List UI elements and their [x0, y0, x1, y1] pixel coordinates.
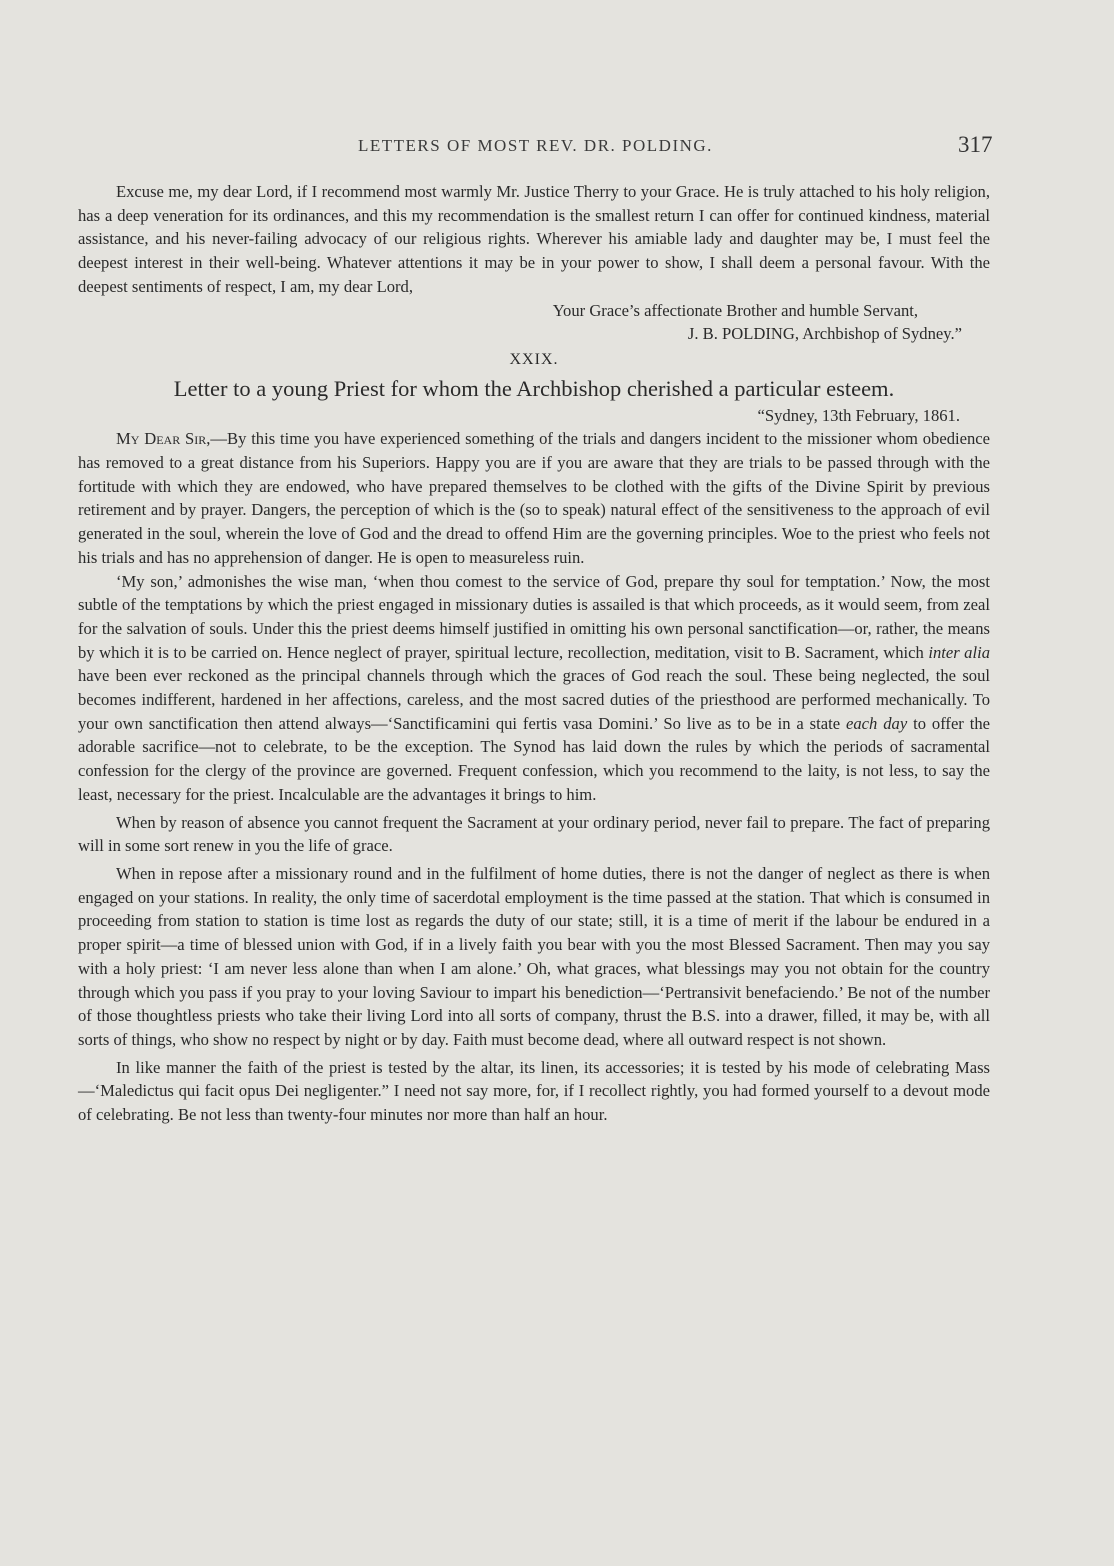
paragraph-2-text-b: have been ever reckoned as the principal channels through which the graces of God reach the soul. These being neglected, the soul becomes indifferent, hardened in her affections, careless, and the most sacred duties of the priesthood are performed mechanically. To your own sanctification then attend always—‘Sanctificamini qui fertis vasa Domini.’ So live as to be in a state	[78, 666, 990, 733]
paragraph-2-italic-2: each day	[846, 713, 908, 733]
page-number: 317	[958, 132, 993, 157]
paragraph-2-text-c: to offer the adorable sacrifice—not to celebrate, to be the exception. The Synod has laid down the rules by which the periods of sacramental confession for the clergy of the province are governed. Frequent confession, which you recommend to the laity, is not less, to say the least, necessary for the priest. Incalculable are the advantages it brings to him.	[78, 713, 991, 804]
paragraph-4: When in repose after a missionary round and in the fulfilment of home duties, there is not the danger of neglect as there is when engaged on your stations. In reality, the only time of sacerdotal employment is the time passed at the station. That which is consumed in proceeding from station to station is time lost as regards the duty of our state; still, it is a time of merit if the labour be endured in a proper spirit—a time of blessed union with God, if in a lively faith you bear with you the most Blessed Sacrament. Then may you say with a holy priest: ‘I am never less alone than when I am alone.’ Oh, what graces, what blessings may you not obtain for the country through which you pass if you pray to your loving Saviour to impart his benediction—‘Pertransivit benefaciendo.’ Be not of the number of those thoughtless priests who take their living Lord into all sorts of company, thrust the B.S. into a drawer, filled, it may be, with all sorts of things, who show no respect by night or by day. Faith must become dead, where all outward respect is not shown.	[78, 863, 990, 1049]
salutation: My Dear Sir,	[116, 429, 211, 449]
letter-dateline: “Sydney, 13th February, 1861.	[757, 405, 960, 425]
paragraph-2	[78, 570, 990, 807]
section-number: XXIX.	[509, 350, 559, 368]
paragraph-3: When by reason of absence you cannot frequent the Sacrament at your ordinary period, never fail to prepare. The fact of preparing will in some sort renew in you the life of grace.	[78, 812, 990, 856]
running-header	[0, 128, 1114, 168]
paragraph-2-text-a: ‘My son,’ admonishes the wise man, ‘when thou comest to the service of God, prepare thy soul for temptation.’ Now, the most subtle of the temptations by which the priest engaged in missionary duties is assailed is that which proceeds, as it would seem, from zeal for the salvation of souls. Under this the priest deems himself justified in omitting his own personal sanctification—or, rather, the means by which it is to be carried on. Hence neglect of prayer, spiritual lecture, recollection, meditation, visit to B. Sacrament, which	[78, 571, 990, 662]
paragraph-2-italic-1: inter alia	[928, 642, 990, 662]
paragraph-5: In like manner the faith of the priest is tested by the altar, its linen, its accessories; it is tested by his mode of celebrating Mass—‘Maledictus qui facit opus Dei negligenter.” I need not say more, for, if I recollect rightly, you had formed yourself to a devout mode of celebrating. Be not less than twenty-four minutes nor more than half an hour.	[78, 1057, 990, 1125]
running-title: LETTERS OF MOST REV. DR. POLDING.	[358, 136, 713, 155]
previous-letter-closing-paragraph: Excuse me, my dear Lord, if I recommend most warmly Mr. Justice Therry to your Grace. He is truly attached to his holy religion, has a deep veneration for its ordinances, and this my recommendation is the smallest return I can offer for continued kindness, material assistance, and his never-failing advocacy of our religious rights. Wherever his amiable lady and daughter may be, I must feel the deepest interest in their well-being. Whatever attentions it may be in your power to show, I shall deem a personal favour. With the deepest sentiments of respect, I am, my dear Lord,	[78, 182, 990, 296]
letter-valediction: Your Grace’s affectionate Brother and humble Servant,	[552, 300, 918, 320]
body-text	[78, 180, 990, 1127]
letter-signature: J. B. POLDING, Archbishop of Sydney.”	[687, 324, 962, 344]
paragraph-1-text: —By this time you have experienced something of the trials and dangers incident to the missioner whom obedience has removed to a great distance from his Superiors. Happy you are if you are aware that they are trials to be passed through with the fortitude with which they are endowed, who have prepared themselves to be clothed with the gifts of the Divine Spirit by previous retirement and by prayer. Dangers, the perception of which is the (so to speak) natural effect of the sensitiveness to the approach of evil generated in the soul, wherein the love of God and the dread to offend Him are the governing principles. Woe to the priest who feels not his trials and has no apprehension of danger. He is open to measureless ruin.	[78, 429, 990, 567]
letter-heading: Letter to a young Priest for whom the Archbishop cherished a particular esteem.	[173, 375, 895, 401]
paragraph-1	[78, 427, 990, 569]
